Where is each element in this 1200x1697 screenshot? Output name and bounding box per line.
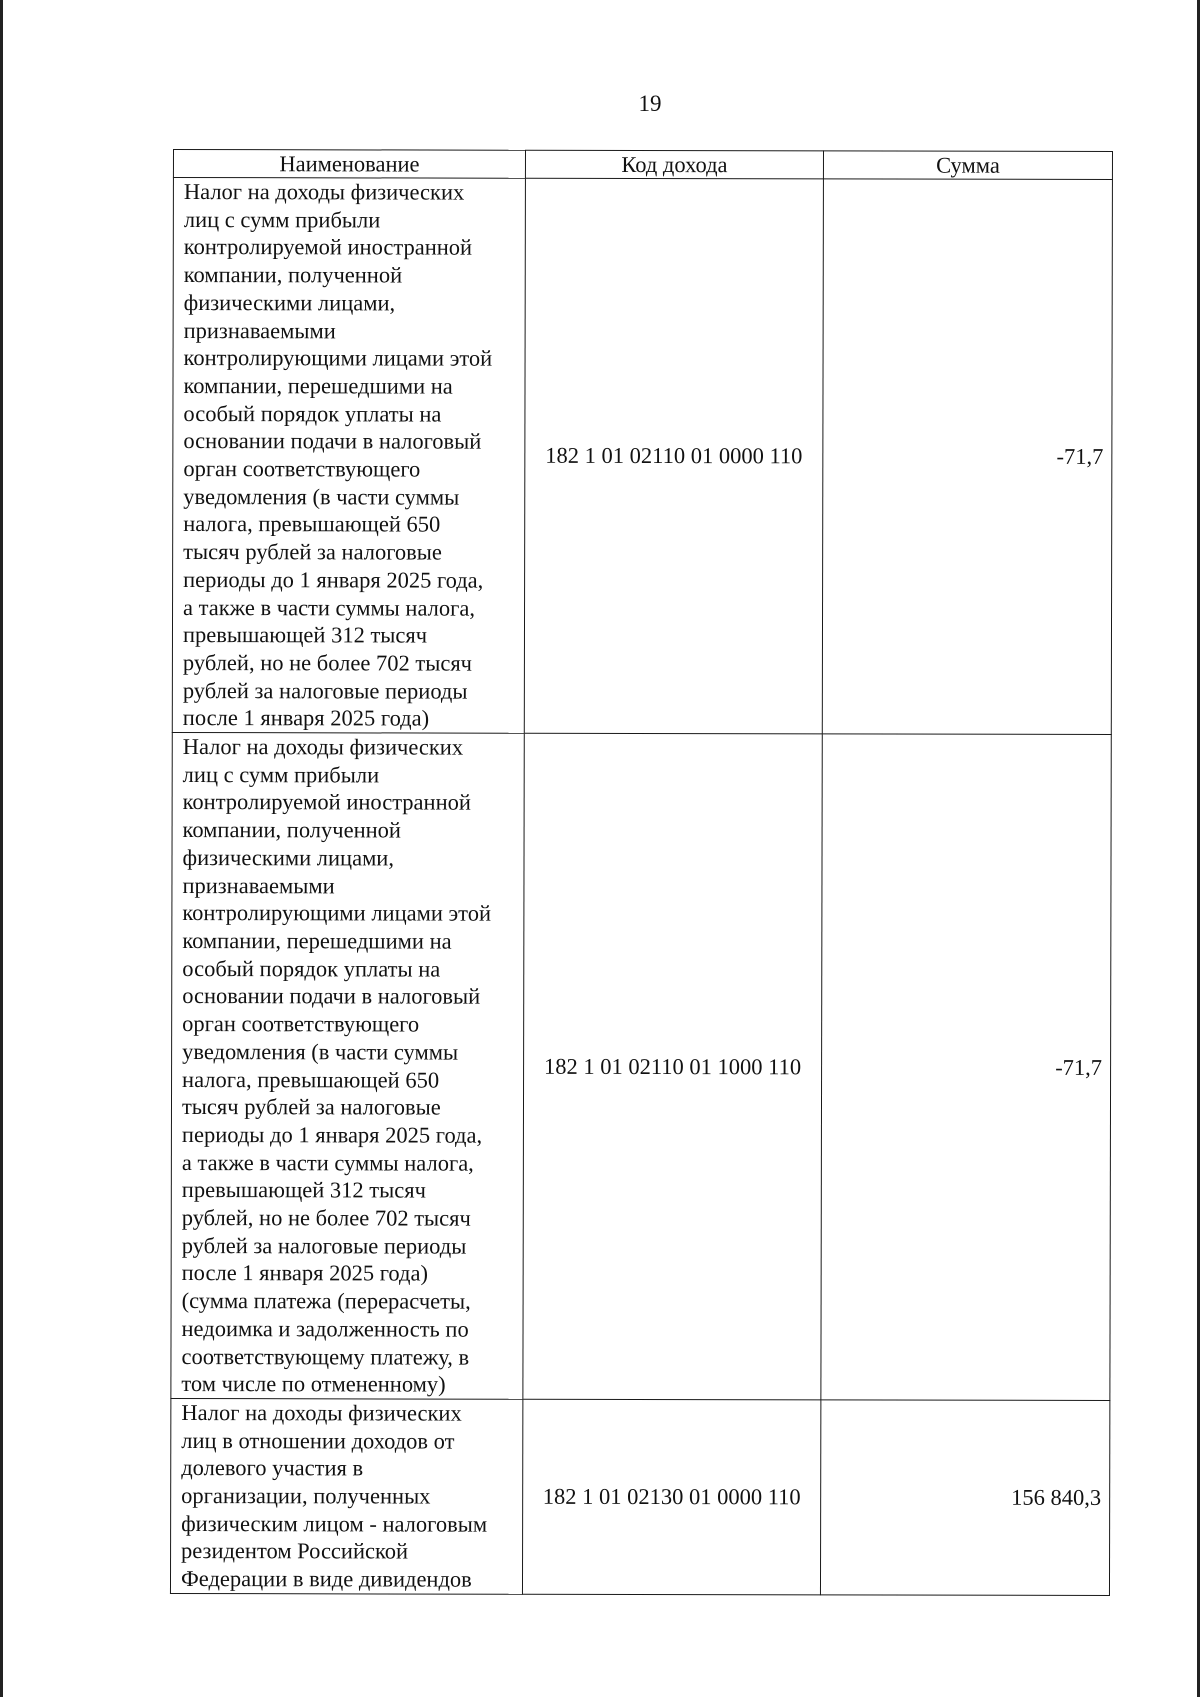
table-row [172, 178, 1112, 735]
row-sum-cell: 156 840,3 [820, 1400, 1109, 1596]
row-code-cell: 182 1 01 02110 01 0000 110 [524, 178, 823, 734]
table-row [171, 733, 1111, 1401]
header-code: Код дохода [525, 150, 823, 179]
header-name: Наименование [173, 150, 525, 179]
table-header-row [173, 150, 1112, 180]
row-sum-cell: -71,7 [821, 734, 1111, 1400]
page-number: 19 [638, 91, 662, 116]
row-name-cell: Налог на доходы физических лиц с сумм прибыли контролируемой иностранной компании, полученной физическими лицами, признаваемыми контролирующими лицами этой компании, перешедшими на особый порядок уплаты на основании подачи в налоговый орган соответствующего уведомления (в части суммы налога, превышающей 650 тысяч рублей за налоговые периоды до 1 января 2025 года, а также в части суммы налога, превышающей 312 тысяч рублей, но не более 702 тысяч рублей за налоговые периоды после 1 января 2025 года) (сумма платежа (перерасчеты, недоимка и задолженность по соответствующему платежу, в том числе по отмененному) [171, 733, 524, 1400]
scan-edge-left [0, 0, 3, 1697]
header-sum: Сумма [823, 151, 1112, 180]
row-code-cell: 182 1 01 02130 01 0000 110 [522, 1399, 820, 1595]
row-name-cell: Налог на доходы физических лиц в отношении доходов от долевого участия в организации, полученных физическим лицом - налоговым резидентом Российской Федерации в виде дивидендов [170, 1398, 522, 1594]
row-code-cell: 182 1 01 02110 01 1000 110 [523, 733, 822, 1399]
revenue-table [170, 149, 1113, 1596]
row-sum-cell: -71,7 [822, 179, 1112, 735]
table-row [170, 1398, 1109, 1595]
row-name-cell: Налог на доходы физических лиц с сумм прибыли контролируемой иностранной компании, полученной физическими лицами, признаваемыми контролирующими лицами этой компании, перешедшими на особый порядок уплаты на основании подачи в налоговый орган соответствующего уведомления (в части суммы налога, превышающей 650 тысяч рублей за налоговые периоды до 1 января 2025 года, а также в части суммы налога, превышающей 312 тысяч рублей, но не более 702 тысяч рублей за налоговые периоды после 1 января 2025 года) [172, 178, 525, 734]
